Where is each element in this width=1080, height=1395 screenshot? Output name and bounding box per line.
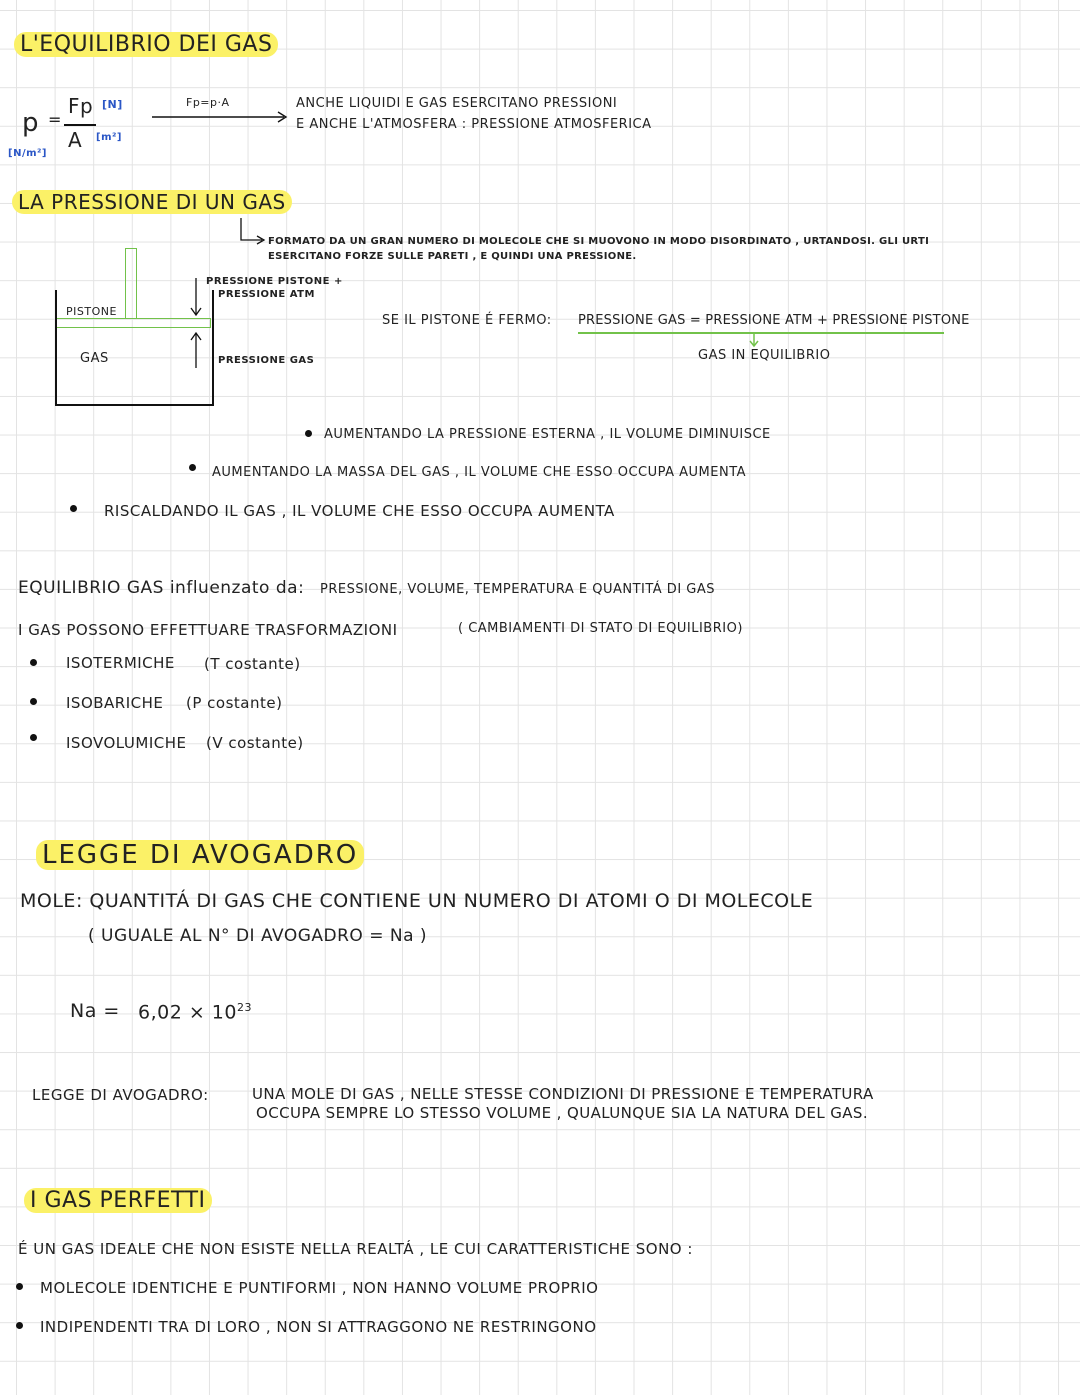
desc-molecole: FORMATO DA UN GRAN NUMERO DI MOLECOLE CHE SI MUOVONO IN MODO DISORDINATO , URTANDOSI. GLI URTI (268, 236, 930, 247)
note-pressioni: ANCHE LIQUIDI E GAS ESERCITANO PRESSIONI (296, 96, 618, 111)
result-equilibrio: GAS IN EQUILIBRIO (698, 348, 831, 363)
formula-equilibrio: PRESSIONE GAS = PRESSIONE ATM + PRESSIONE PISTONE (578, 313, 970, 328)
formula-eq: = (48, 110, 62, 129)
na-value (138, 1001, 252, 1023)
perfetti-bullet-2: INDIPENDENTI TRA DI LORO , NON SI ATTRAGGONO NE RESTRINGONO (40, 1318, 597, 1336)
note-atmosfera: E ANCHE L'ATMOSFERA : PRESSIONE ATMOSFERICA (296, 117, 652, 132)
formula-p-unit: [N/m²] (8, 148, 47, 159)
desc-pressione: ESERCITANO FORZE SULLE PARETI , E QUINDI UNA PRESSIONE. (268, 251, 637, 262)
title-pressione-gas: LA PRESSIONE DI UN GAS (12, 190, 292, 214)
label-pressione-atm: PRESSIONE ATM (218, 289, 315, 300)
bullet-dot (30, 698, 37, 705)
green-down-arrow-icon (748, 334, 760, 348)
law-label: LEGGE DI AVOGADRO: (32, 1086, 209, 1104)
isovolumiche: ISOVOLUMICHE (66, 734, 187, 752)
isobariche: ISOBARICHE (66, 694, 164, 712)
isotermiche-note: (T costante) (204, 655, 301, 673)
mole-avogadro-note: ( UGUALE AL N° DI AVOGADRO = Na ) (88, 926, 428, 946)
label-gas: GAS (80, 351, 109, 366)
trasformazioni-note: ( CAMBIAMENTI DI STATO DI EQUILIBRIO) (458, 621, 743, 636)
green-underline (578, 332, 944, 334)
down-arrow-icon (188, 278, 204, 318)
arrow-label: Fp=p·A (186, 96, 230, 109)
bullet-dot (305, 430, 312, 437)
isobariche-note: (P costante) (186, 694, 283, 712)
fraction-bar (64, 124, 96, 126)
bullet-dot (16, 1322, 23, 1329)
na-exponent: 23 (236, 1001, 252, 1014)
formula-fp: Fp (68, 94, 94, 118)
perfetti-bullet-1: MOLECOLE IDENTICHE E PUNTIFORMI , NON HANNO VOLUME PROPRIO (40, 1279, 599, 1297)
bullet-riscaldando: RISCALDANDO IL GAS , IL VOLUME CHE ESSO OCCUPA AUMENTA (104, 502, 615, 520)
label-pressione-pistone: PRESSIONE PISTONE + (206, 276, 343, 287)
bullet-massa-gas: AUMENTANDO LA MASSA DEL GAS , IL VOLUME CHE ESSO OCCUPA AUMENTA (212, 465, 747, 480)
up-arrow-icon (188, 332, 204, 368)
perfetti-intro: É UN GAS IDEALE CHE NON ESISTE NELLA REALTÁ , LE CUI CARATTERISTICHE SONO : (18, 1240, 693, 1258)
formula-p: p (22, 108, 40, 138)
bullet-dot (189, 464, 196, 471)
formula-a-unit: [m²] (96, 132, 122, 143)
right-arrow-icon (152, 110, 292, 124)
law-text-1: UNA MOLE DI GAS , NELLE STESSE CONDIZIONI DI PRESSIONE E TEMPERATURA (252, 1085, 874, 1103)
bullet-dot (30, 734, 37, 741)
influenze-factors: PRESSIONE, VOLUME, TEMPERATURA E QUANTITÁ DI GAS (320, 582, 716, 597)
title-avogadro: LEGGE DI AVOGADRO (36, 840, 364, 870)
cond-pistone-fermo: SE IL PISTONE É FERMO: (382, 313, 552, 328)
title-gas-perfetti: I GAS PERFETTI (24, 1188, 212, 1213)
label-pistone: PISTONE (66, 305, 117, 318)
formula-a: A (68, 128, 83, 152)
isovolumiche-note: (V costante) (206, 734, 304, 752)
na-mantissa: 6,02 × 10 (138, 1001, 237, 1024)
formula-fp-unit: [N] (102, 98, 123, 111)
bullet-dot (70, 505, 77, 512)
influenze-lead: EQUILIBRIO GAS influenzato da: (18, 578, 305, 598)
mole-definition: MOLE: QUANTITÁ DI GAS CHE CONTIENE UN NUMERO DI ATOMI O DI MOLECOLE (20, 890, 814, 912)
bullet-dot (30, 659, 37, 666)
law-text-2: OCCUPA SEMPRE LO STESSO VOLUME , QUALUNQUE SIA LA NATURA DEL GAS. (256, 1104, 869, 1122)
trasformazioni-title: I GAS POSSONO EFFETTUARE TRASFORMAZIONI (18, 621, 398, 639)
isotermiche: ISOTERMICHE (66, 654, 175, 672)
corner-arrow-icon (238, 218, 268, 246)
label-pressione-gas: PRESSIONE GAS (218, 355, 315, 366)
na-label: Na = (70, 1000, 120, 1022)
bullet-dot (16, 1283, 23, 1290)
bullet-pressione-esterna: AUMENTANDO LA PRESSIONE ESTERNA , IL VOLUME DIMINUISCE (324, 427, 771, 442)
title-equilibrio: L'EQUILIBRIO DEI GAS (14, 32, 278, 57)
